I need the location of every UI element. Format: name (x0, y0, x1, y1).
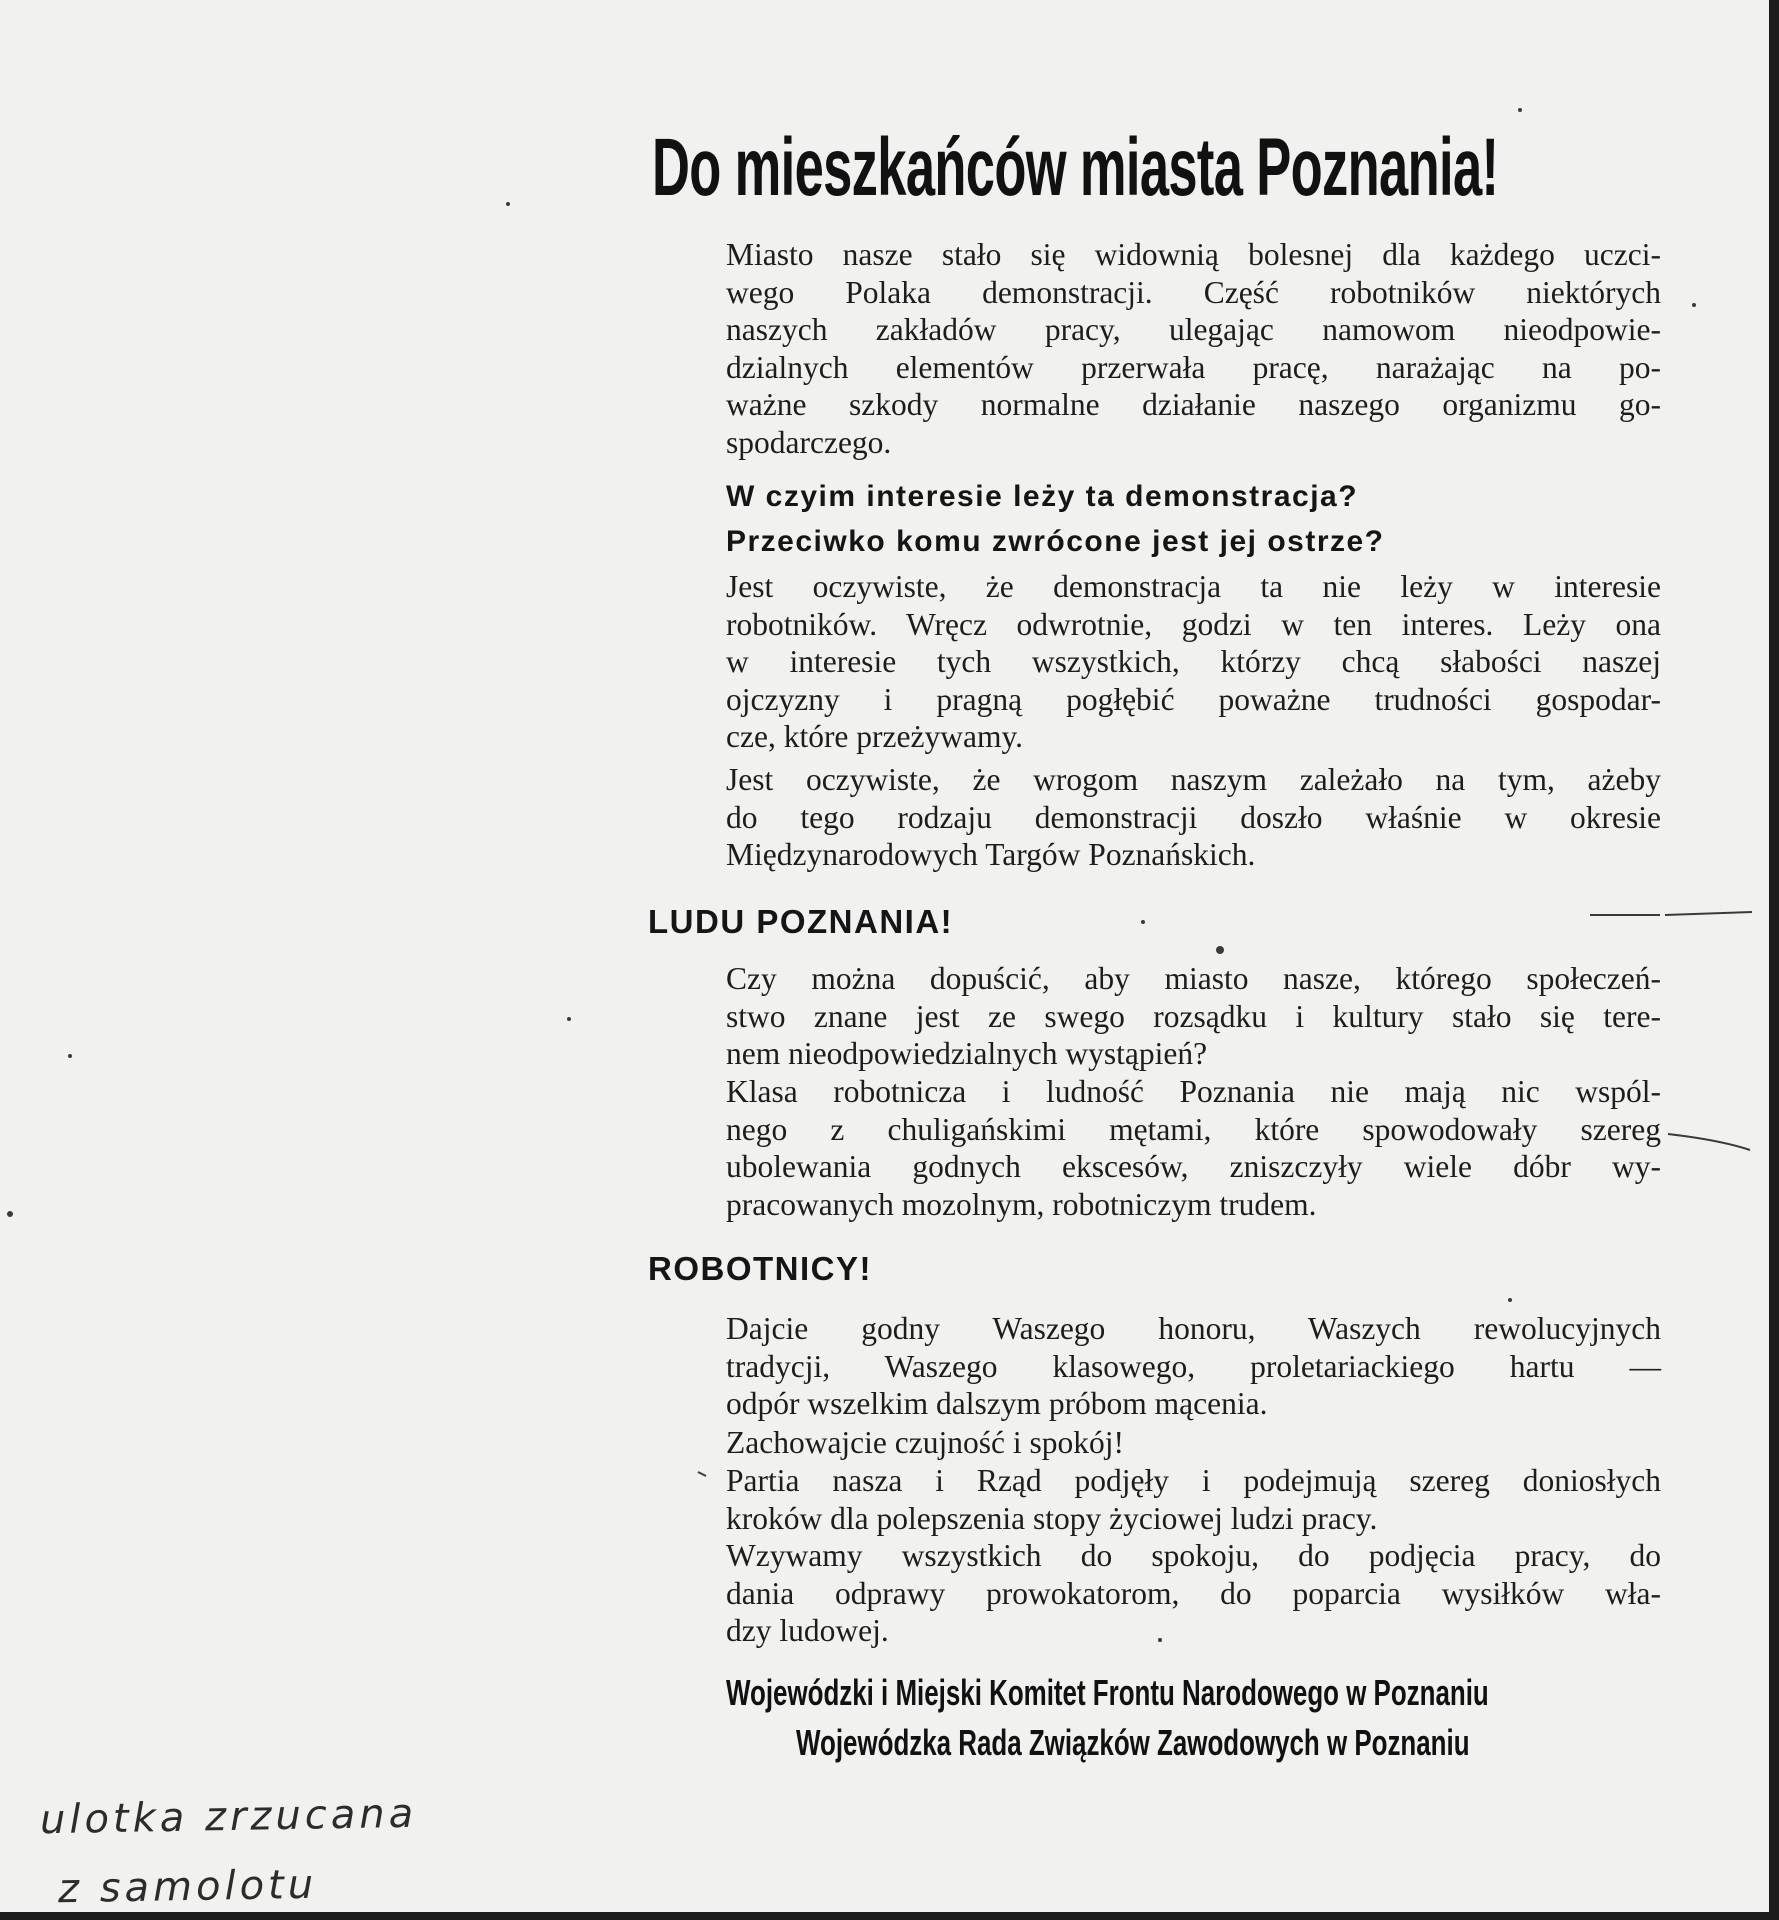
speck (1518, 108, 1522, 112)
robotnicy-paragraph-2 (726, 1424, 1661, 1462)
speck (1508, 1298, 1512, 1302)
speck (567, 1017, 571, 1021)
handwritten-note-line-1: ulotka zrzucana (39, 1790, 418, 1844)
text-line: do tego rodzaju demonstracji doszło właśnie w okresie (726, 799, 1661, 835)
text-line: Jest oczywiste, że demonstracja ta nie leży w interesie (726, 569, 1661, 604)
text-line: Miasto nasze stało się widownią bolesnej dla każdego uczci- (726, 237, 1661, 272)
scratch (1665, 912, 1752, 915)
heading-ludu-poznania: LUDU POZNANIA! (648, 903, 954, 940)
ludu-paragraph-1 (726, 960, 1661, 1073)
answer-paragraph-2 (726, 761, 1661, 874)
text-line: wego Polaka demonstracji. Część robotników niektórych (726, 274, 1661, 310)
text-line: kroków dla polepszenia stopy życiowej ludzi pracy. (726, 1500, 1378, 1536)
ludu-paragraph-2 (726, 1073, 1661, 1223)
handwritten-note-line-2: z samolotu (57, 1861, 318, 1913)
text-line: ojczyzny i pragną pogłębić poważne trudności gospodar- (726, 681, 1661, 717)
text-line: Międzynarodowych Targów Poznańskich. (726, 837, 1256, 872)
text-line: dzialnych elementów przerwała pracę, narażając na po- (726, 349, 1661, 385)
text-line: spodarczego. (726, 424, 892, 460)
text-line: dzy ludowej. (726, 1613, 889, 1648)
signature-line-1: Wojewódzki i Miejski Komitet Frontu Narodowego w Poznaniu (726, 1672, 1489, 1713)
question-1: W czyim interesie leży ta demonstracja? (726, 480, 1359, 513)
text-line: Czy można dopuścić, aby miasto nasze, którego społeczeń- (726, 961, 1661, 996)
text-line: Wzywamy wszystkich do spokoju, do podjęcia pracy, do (726, 1538, 1661, 1573)
speck (1692, 303, 1696, 307)
signature-line-2: Wojewódzka Rada Związków Zawodowych w Poznaniu (796, 1722, 1470, 1763)
text-line: pracowanych mozolnym, robotniczym trudem. (726, 1186, 1317, 1222)
text-line: ważne szkody normalne działanie naszego organizmu go- (726, 387, 1661, 422)
text-line: Zachowajcie czujność i spokój! (726, 1425, 1124, 1460)
text-line: tradycji, Waszego klasowego, proletariackiego hartu — (726, 1348, 1661, 1384)
text-line: Partia nasza i Rząd podjęły i podejmują szereg doniosłych (726, 1463, 1661, 1498)
heading-robotnicy: ROBOTNICY! (648, 1250, 872, 1287)
leaflet-title: Do mieszkańców miasta Poznania! (652, 122, 1499, 213)
text-line: robotników. Wręcz odwrotnie, godzi w ten interes. Leży ona (726, 606, 1661, 642)
answer-paragraph-1 (726, 568, 1661, 756)
speck (1141, 920, 1145, 924)
text-line: w interesie tych wszystkich, którzy chcą słabości naszej (726, 644, 1661, 679)
robotnicy-paragraph-1 (726, 1310, 1661, 1423)
robotnicy-paragraph-3 (726, 1462, 1661, 1537)
speck (1216, 946, 1224, 954)
speck (506, 202, 510, 206)
scratch (698, 1472, 706, 1476)
intro-paragraph (726, 236, 1661, 461)
robotnicy-paragraph-4 (726, 1537, 1661, 1650)
text-line: ubolewania godnych ekscesów, zniszczyły wiele dóbr wy- (726, 1149, 1661, 1184)
question-2: Przeciwko komu zwrócone jest jej ostrze? (726, 525, 1385, 558)
text-line: dania odprawy prowokatorom, do poparcia wysiłków wła- (726, 1575, 1661, 1611)
text-line: Klasa robotnicza i ludność Poznania nie mają nic wspól- (726, 1074, 1661, 1109)
scratch (1668, 1134, 1750, 1150)
text-line: nego z chuligańskimi mętami, które spowodowały szereg (726, 1111, 1661, 1147)
speck (7, 1211, 13, 1217)
text-line: odpór wszelkim dalszym próbom mącenia. (726, 1386, 1268, 1421)
text-line: stwo znane jest ze swego rozsądku i kultury stało się tere- (726, 998, 1661, 1034)
text-line: cze, które przeżywamy. (726, 719, 1024, 754)
text-line: Jest oczywiste, że wrogom naszym zależało na tym, ażeby (726, 762, 1661, 797)
text-line: Dajcie godny Waszego honoru, Waszych rewolucyjnych (726, 1311, 1661, 1346)
speck (68, 1054, 72, 1058)
text-line: naszych zakładów pracy, ulegając namowom nieodpowie- (726, 312, 1661, 347)
text-line: nem nieodpowiedzialnych wystąpień? (726, 1036, 1208, 1071)
